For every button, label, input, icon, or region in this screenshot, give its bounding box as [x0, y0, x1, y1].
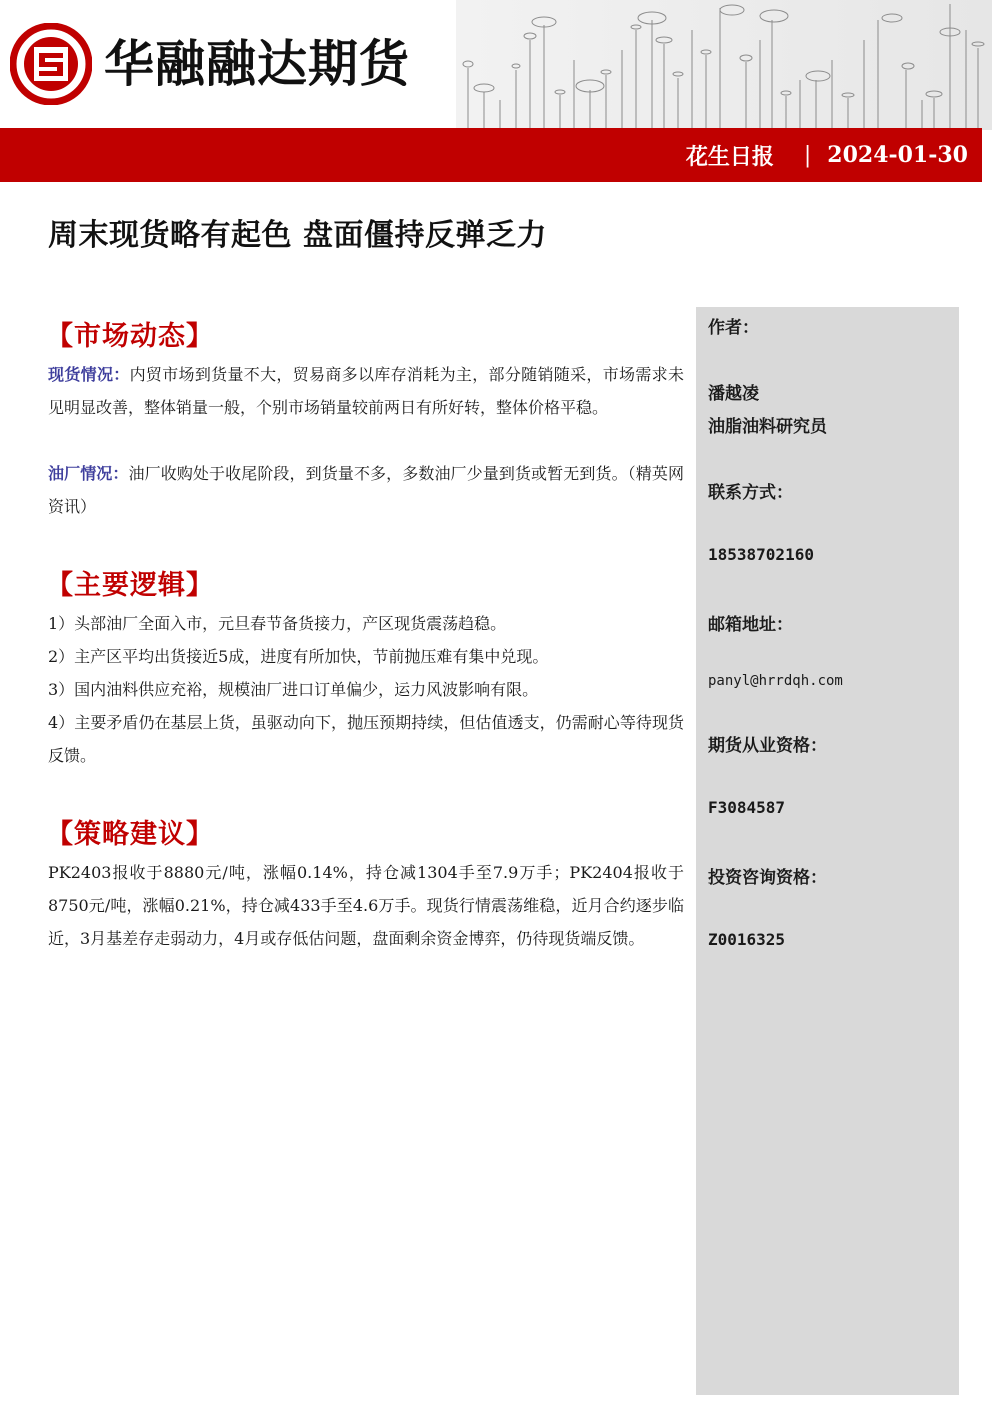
- header-band: [0, 128, 982, 182]
- author-name: 潘越凌: [708, 384, 759, 404]
- brand-name: 华融融达期货: [104, 35, 410, 93]
- report-date: 2024-01-30: [827, 142, 968, 168]
- email-label: 邮箱地址：: [708, 615, 793, 635]
- contact-label: 联系方式：: [708, 483, 793, 503]
- advisory-qual-label: 投资咨询资格：: [708, 868, 827, 888]
- logic-item: 3）国内油料供应充裕，规模油厂进口订单偏少，运力风波影响有限。: [48, 680, 539, 699]
- report-type: 花生日报: [685, 143, 774, 170]
- phone-number: 18538702160: [708, 545, 814, 564]
- mill-label: 油厂情况：: [48, 464, 129, 483]
- mill-paragraph: [48, 457, 684, 523]
- spot-text: 内贸市场到货量不大，贸易商多以库存消耗为主，部分随销随采，市场需求未见明显改善，整体销量一般，个别市场销量较前两日有所好转，整体价格平稳。: [48, 365, 684, 417]
- logic-item: 1）头部油厂全面入市，元旦春节备货接力，产区现货震荡趋稳。: [48, 614, 507, 633]
- brand-logo: [10, 22, 410, 106]
- header-separator: |: [803, 142, 812, 168]
- strategy-paragraph: PK2403报收于8880元/吨，涨幅0.14%，持仓减1304手至7.9万手；PK2404报收于8750元/吨，涨幅0.21%，持仓减433手至4.6万手。现货行情震荡维稳，近月合约逐步临近，3月基差存走弱动力，4月或存低估问题，盘面剩余资金博弈，仍待现货端反馈。: [48, 863, 684, 948]
- spot-paragraph: [48, 358, 684, 424]
- futures-qual-number: F3084587: [708, 798, 786, 817]
- advisory-qual-number: Z0016325: [708, 930, 786, 949]
- email-address[interactable]: panyl@hrrdqh.com: [708, 673, 843, 689]
- mill-text: 油厂收购处于收尾阶段，到货量不多，多数油厂少量到货或暂无到货。（精英网资讯）: [48, 464, 684, 516]
- futures-qual-label: 期货从业资格：: [708, 736, 827, 756]
- author-title: 油脂油料研究员: [708, 417, 827, 437]
- author-sidebar: [696, 307, 959, 1395]
- logic-item: 4）主要矛盾仍在基层上货，虽驱动向下，抛压预期持续，但估值透支，仍需耐心等待现货反馈。: [48, 713, 684, 765]
- section-heading-strategy: 【策略建议】: [46, 819, 214, 850]
- brand-seal-icon: [10, 23, 92, 105]
- header-decoration: [456, 0, 992, 130]
- section-heading-logic: 【主要逻辑】: [46, 570, 214, 601]
- author-label: 作者：: [708, 318, 759, 338]
- report-meta: [686, 128, 968, 182]
- section-heading-market: 【市场动态】: [46, 321, 214, 352]
- logic-item: 2）主产区平均出货接近5成，进度有所加快，节前抛压难有集中兑现。: [48, 647, 549, 666]
- page-title: 周末现货略有起色 盘面僵持反弹乏力: [48, 218, 547, 253]
- spot-label: 现货情况：: [48, 365, 130, 384]
